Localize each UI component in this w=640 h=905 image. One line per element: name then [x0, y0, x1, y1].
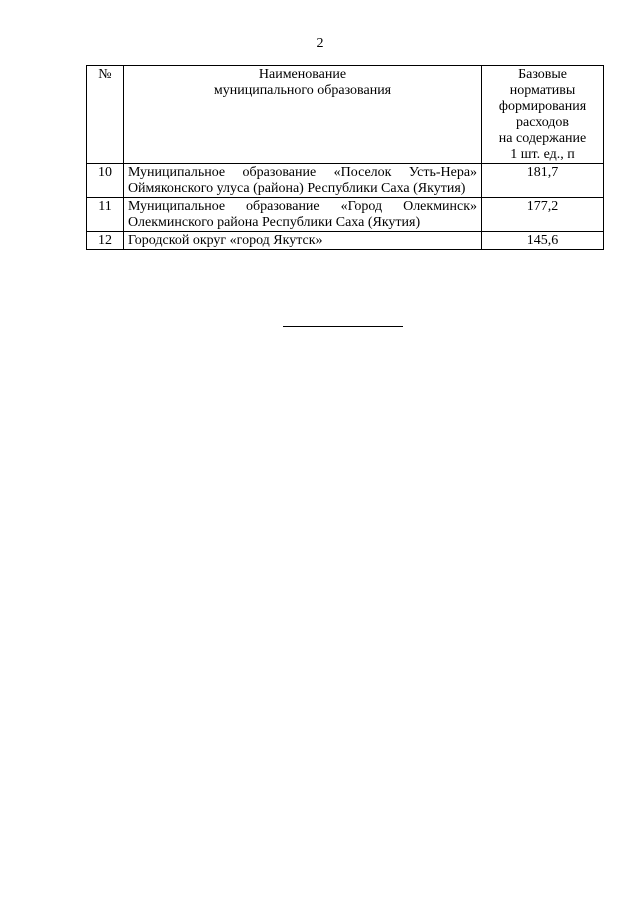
row-name: Муниципальное образование «Город Олекминск» Олекминского района Республики Саха (Якутия) [123, 198, 481, 232]
row-value: 177,2 [482, 198, 604, 232]
row-value: 145,6 [482, 232, 604, 250]
row-value: 181,7 [482, 164, 604, 198]
header-value-line: нормативы [509, 83, 576, 98]
header-name-line2: муниципального образования [213, 83, 392, 98]
header-value-line: 1 шт. ед., п [510, 147, 575, 162]
header-value-line: расходов [516, 115, 570, 130]
table-header-row [87, 66, 604, 164]
row-number: 12 [87, 232, 124, 250]
row-name: Городской округ «город Якутск» [123, 232, 481, 250]
table-row [87, 198, 604, 232]
header-number: № [87, 66, 124, 164]
header-value-line: Базовые [518, 67, 567, 82]
header-value [482, 66, 604, 164]
normatives-table [86, 65, 604, 250]
header-name-line1: Наименование [258, 67, 347, 82]
table-row [87, 164, 604, 198]
header-value-line: на содержание [498, 131, 587, 146]
table-row [87, 232, 604, 250]
row-name: Муниципальное образование «Поселок Усть-Нера» Оймяконского улуса (района) Республики Саха (Якутия) [123, 164, 481, 198]
page-number: 2 [316, 36, 324, 51]
header-name [123, 66, 481, 164]
row-number: 10 [87, 164, 124, 198]
header-value-line: формирования [498, 99, 587, 114]
separator-line [283, 326, 403, 327]
row-number: 11 [87, 198, 124, 232]
